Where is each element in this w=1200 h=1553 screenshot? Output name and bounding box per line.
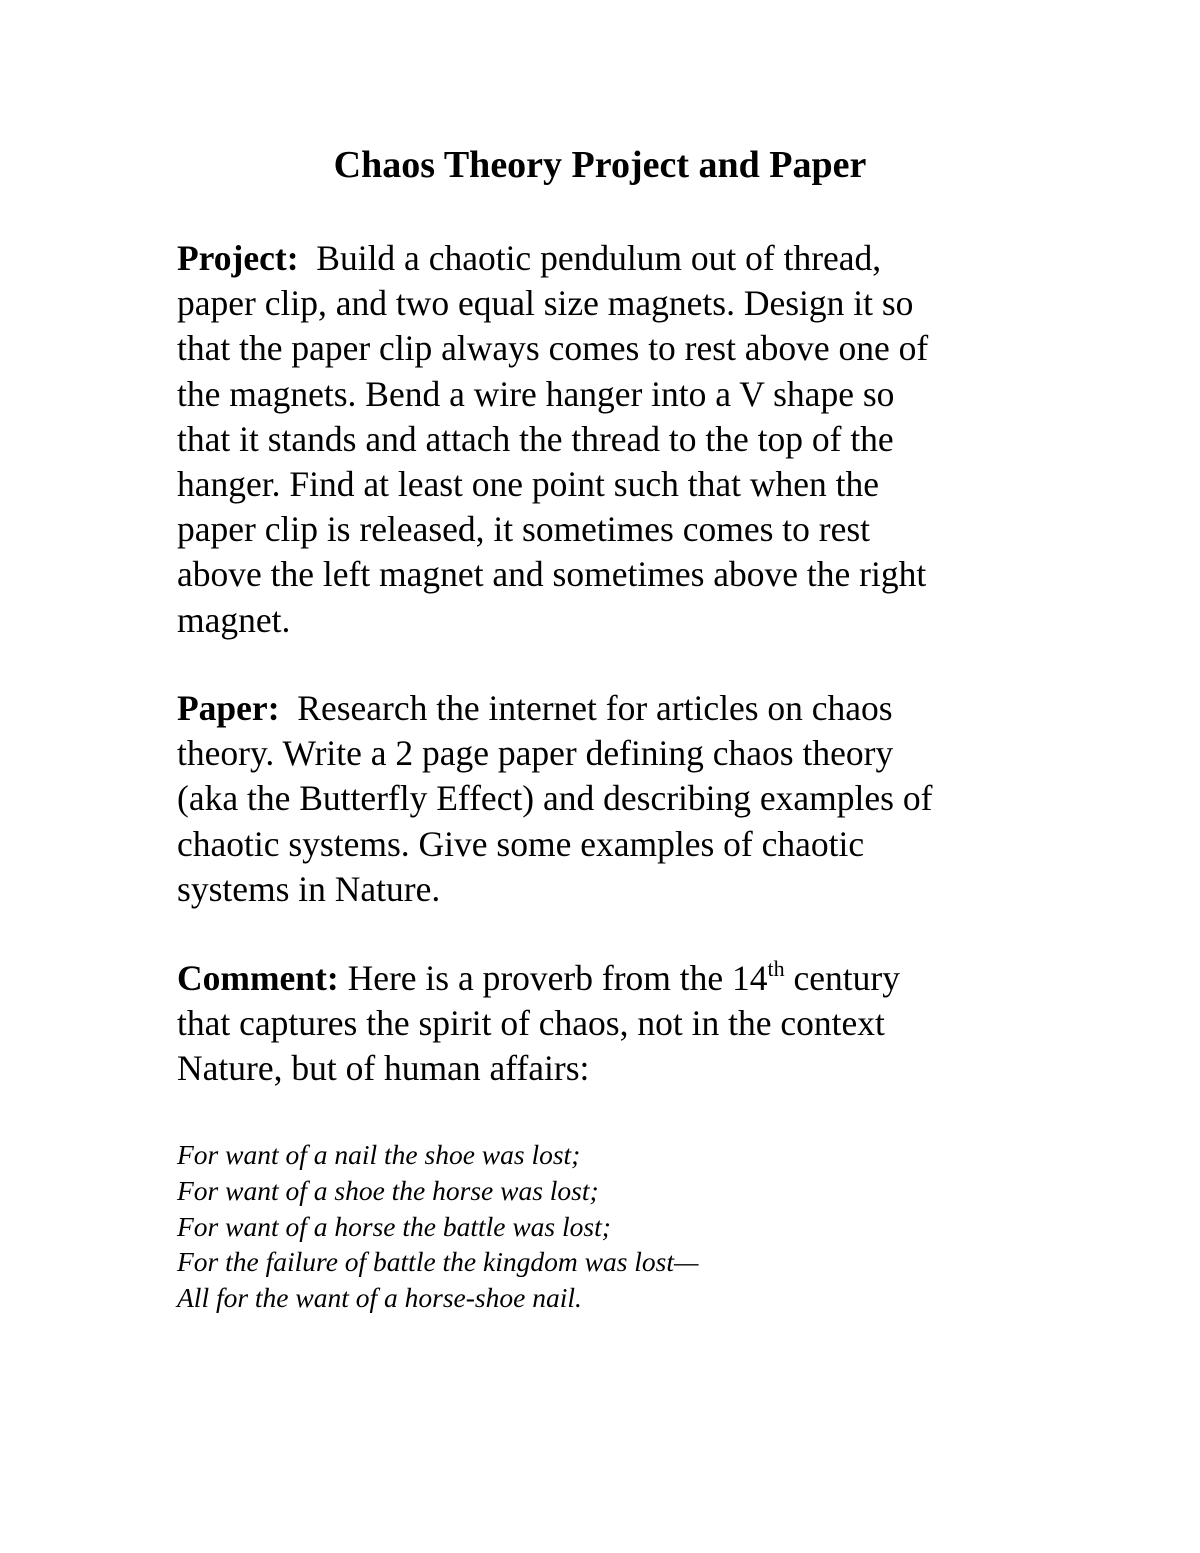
- comment-section: [177, 956, 1037, 1092]
- ordinal-superscript: th: [767, 956, 785, 981]
- project-text-line: paper clip, and two equal size magnets. Design it so: [177, 283, 914, 324]
- page-title: Chaos Theory Project and Paper: [333, 144, 867, 186]
- paper-text-line: Research the internet for articles on chaos: [297, 688, 893, 728]
- paper-line-1: [177, 686, 1037, 731]
- project-text-line: hanger. Find at least one point such that when the: [177, 464, 879, 505]
- comment-text-before-sup: Here is a proverb from the 14: [347, 958, 768, 998]
- proverb-line: For want of a horse the battle was lost;: [177, 1210, 611, 1242]
- comment-text-line: that captures the spirit of chaos, not in the context: [177, 1003, 885, 1044]
- paper-text-line: chaotic systems. Give some examples of chaotic: [177, 823, 865, 864]
- paper-section: [177, 686, 1037, 912]
- paper-label: Paper:: [177, 688, 280, 728]
- project-line-1: [177, 236, 1037, 281]
- project-text-line: Build a chaotic pendulum out of thread,: [316, 238, 882, 278]
- paper-text-line: theory. Write a 2 page paper defining chaos theory: [177, 733, 894, 774]
- proverb-verse: [177, 1137, 1037, 1316]
- project-text-line: that the paper clip always comes to rest above one of: [177, 328, 929, 369]
- comment-label: Comment:: [177, 958, 339, 998]
- proverb-line: For the failure of battle the kingdom was lost—: [177, 1246, 699, 1278]
- project-text-line: the magnets. Bend a wire hanger into a V shape so: [177, 373, 895, 414]
- proverb-line: For want of a nail the shoe was lost;: [177, 1139, 581, 1170]
- project-label: Project:: [177, 238, 299, 278]
- proverb-line: All for the want of a horse-shoe nail.: [177, 1282, 582, 1314]
- project-text-line: above the left magnet and sometimes above the right: [177, 554, 927, 595]
- comment-text-line: Nature, but of human affairs:: [177, 1048, 590, 1089]
- project-section: [177, 236, 1037, 643]
- comment-text-after-sup: century: [784, 958, 900, 998]
- project-text-line: magnet.: [177, 599, 291, 640]
- project-text-line: paper clip is released, it sometimes comes to rest: [177, 509, 871, 550]
- proverb-line: For want of a shoe the horse was lost;: [177, 1174, 599, 1206]
- project-text-line: that it stands and attach the thread to the top of the: [177, 418, 894, 459]
- paper-text-line: (aka the Butterfly Effect) and describing examples of: [177, 778, 933, 819]
- comment-line-1: [177, 956, 1037, 1001]
- paper-text-line: systems in Nature.: [177, 868, 441, 909]
